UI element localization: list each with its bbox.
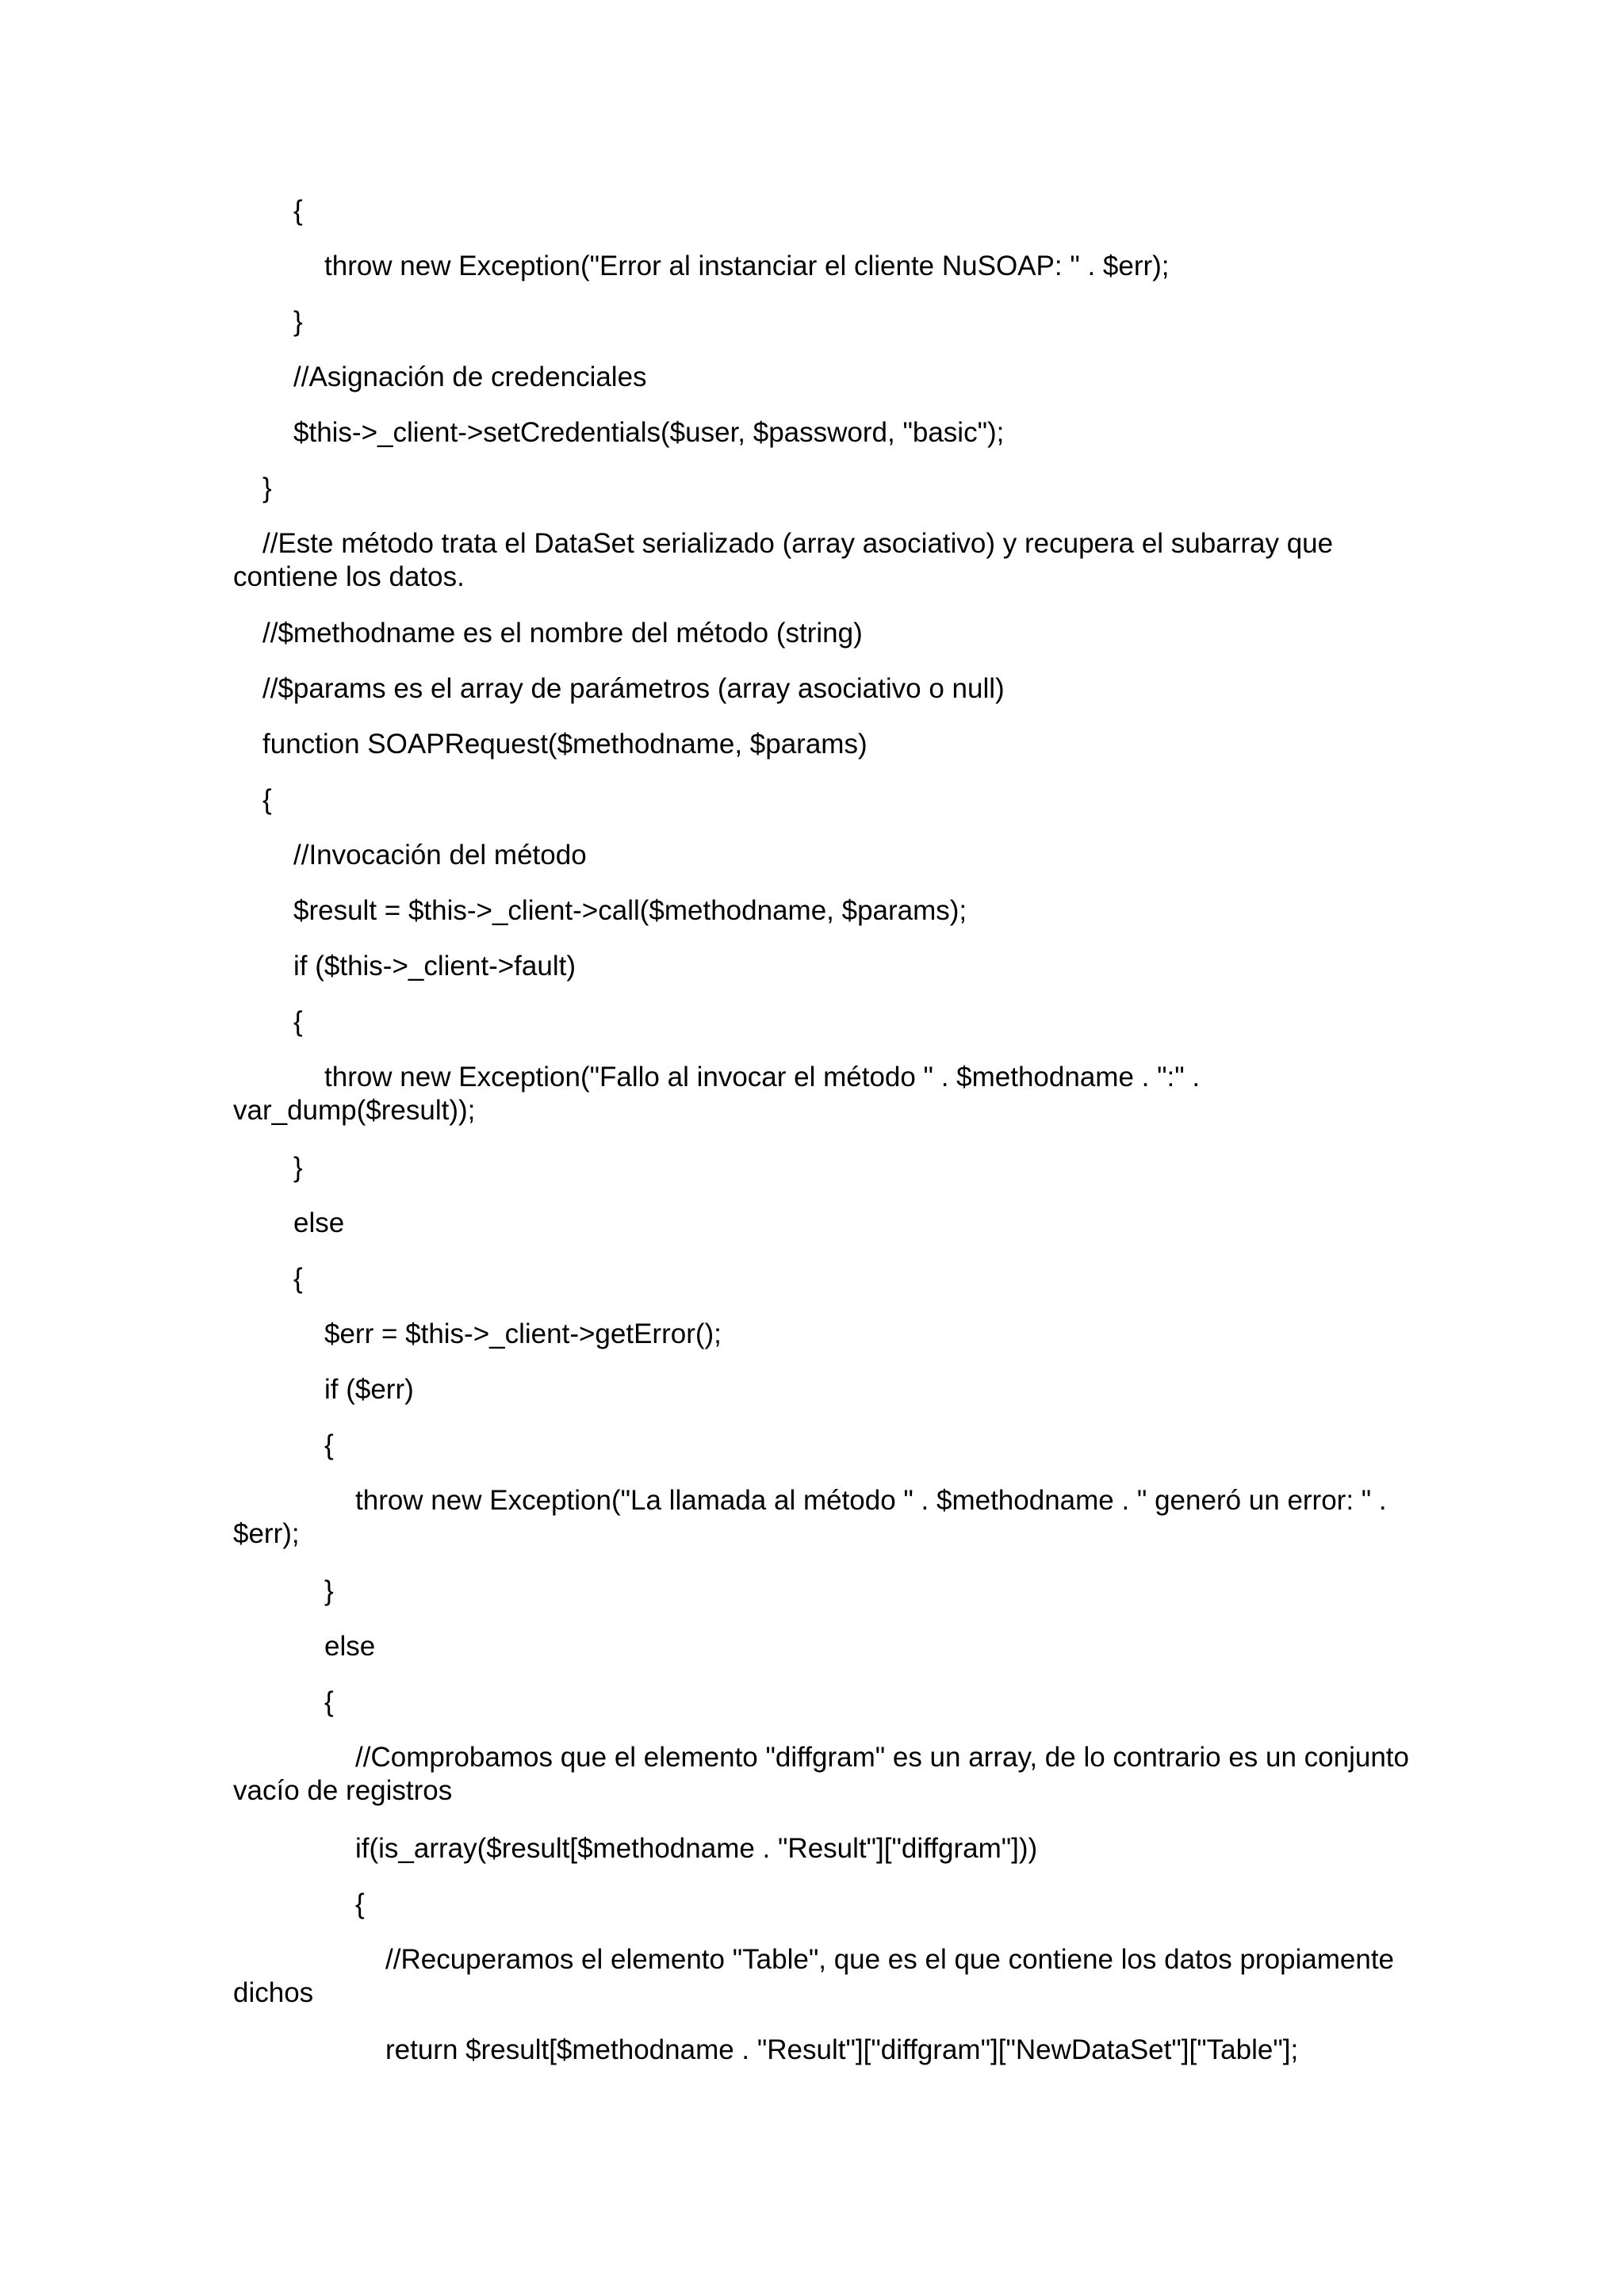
code-text: } [293, 306, 303, 337]
code-text-wrap: contiene los datos. [233, 561, 465, 592]
code-text: throw new Exception("La llamada al método " . $methodname . " generó un error: " . [355, 1485, 1387, 1516]
code-line-3 [293, 305, 303, 339]
code-text: //Asignación de credenciales [293, 362, 647, 392]
code-line-2 [324, 250, 1170, 283]
code-line-19 [293, 1262, 303, 1295]
code-line-20 [324, 1318, 722, 1351]
code-line-27 [233, 1741, 1409, 1808]
code-text: } [293, 1152, 303, 1183]
code-line-12 [293, 839, 587, 872]
code-line-13 [293, 894, 967, 928]
code-text: //Comprobamos que el elemento "diffgram" es un array, de lo contrario es un conjunto [355, 1742, 1409, 1773]
code-text: throw new Exception("Error al instanciar el cliente NuSOAP: " . $err); [324, 251, 1170, 281]
code-text: if ($err) [324, 1374, 414, 1405]
code-line-22 [324, 1429, 334, 1462]
code-line-29 [355, 1888, 365, 1921]
code-text: function SOAPRequest($methodname, $params) [262, 729, 868, 760]
code-line-8 [262, 617, 863, 650]
code-text: { [262, 784, 272, 815]
code-line-9 [262, 672, 1005, 706]
code-line-11 [262, 783, 272, 817]
code-text: { [293, 195, 303, 226]
code-text: return $result[$methodname . "Result"]["diffgram"]["NewDataSet"]["Table"]; [385, 2034, 1299, 2065]
code-text: //Este método trata el DataSet serializado (array asociativo) y recupera el subarray que [262, 528, 1334, 559]
code-line-14 [293, 950, 576, 983]
code-text-wrap: $err); [233, 1518, 300, 1549]
code-line-5 [293, 416, 1004, 450]
code-text: } [262, 473, 272, 503]
code-text: { [324, 1686, 334, 1717]
code-text: //Recuperamos el elemento "Table", que es el que contiene los datos propiamente [385, 1944, 1395, 1975]
code-line-26 [324, 1686, 334, 1719]
code-line-17 [293, 1151, 303, 1184]
code-text: { [355, 1888, 365, 1919]
code-line-7 [233, 527, 1333, 594]
code-text: throw new Exception("Fallo al invocar el método " . $methodname . ":" . [324, 1062, 1201, 1093]
code-line-25 [324, 1630, 375, 1663]
code-line-4 [293, 361, 647, 394]
code-line-18 [293, 1207, 344, 1240]
code-text: if ($this->_client->fault) [293, 951, 576, 982]
code-line-23 [233, 1484, 1387, 1551]
code-text: else [293, 1207, 345, 1238]
code-line-15 [293, 1005, 303, 1039]
code-line-6 [262, 472, 272, 505]
code-line-31 [385, 2034, 1298, 2067]
code-line-1 [293, 194, 303, 228]
code-text: { [293, 1006, 303, 1037]
code-text: { [324, 1429, 334, 1460]
code-text: $this->_client->setCredentials($user, $password, "basic"); [293, 417, 1005, 448]
code-text: //$methodname es el nombre del método (string) [262, 618, 863, 649]
code-line-21 [324, 1373, 414, 1406]
code-line-24 [324, 1575, 334, 1608]
code-text-wrap: var_dump($result)); [233, 1095, 476, 1126]
code-text: //Invocación del método [293, 840, 587, 871]
code-text: //$params es el array de parámetros (array asociativo o null) [262, 673, 1005, 704]
code-text: } [324, 1575, 334, 1606]
code-text: if(is_array($result[$methodname . "Result"]["diffgram"])) [355, 1833, 1038, 1864]
code-line-28 [355, 1832, 1037, 1866]
code-text-wrap: dichos [233, 1977, 314, 2008]
code-text: $err = $this->_client->getError(); [324, 1318, 722, 1349]
code-text-wrap: vacío de registros [233, 1775, 453, 1806]
code-line-16 [233, 1061, 1200, 1127]
code-line-10 [262, 728, 868, 761]
code-text: else [324, 1631, 376, 1662]
code-text: { [293, 1263, 303, 1294]
code-text: $result = $this->_client->call($methodname, $params); [293, 895, 967, 926]
code-line-30 [233, 1943, 1394, 2010]
